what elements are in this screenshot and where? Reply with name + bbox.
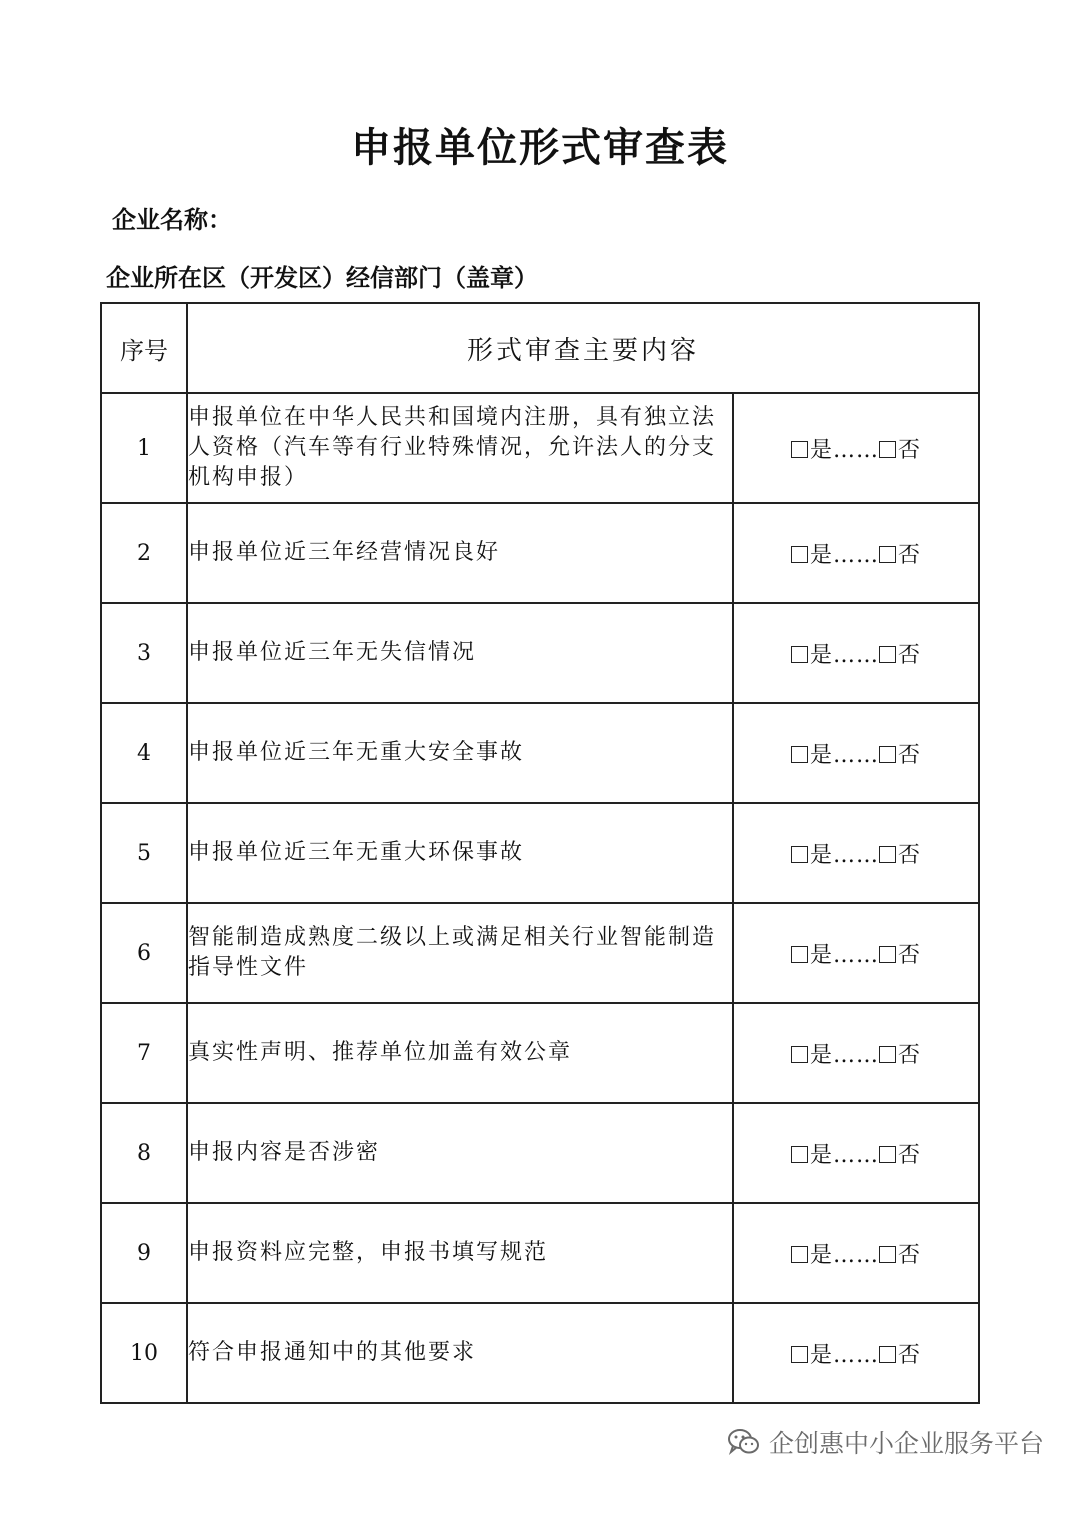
yes-checkbox[interactable] (791, 1046, 808, 1063)
yes-checkbox[interactable] (791, 746, 808, 763)
row-check (733, 1203, 979, 1303)
yes-label: 是 (809, 1142, 833, 1168)
row-content: 真实性声明、推荐单位加盖有效公章 (187, 1003, 733, 1103)
yes-label: 是 (809, 437, 833, 463)
yes-checkbox[interactable] (791, 441, 808, 458)
row-seq: 7 (101, 1003, 187, 1103)
table-row (101, 803, 979, 903)
row-check (733, 803, 979, 903)
row-content: 申报单位近三年无重大安全事故 (187, 703, 733, 803)
row-seq: 3 (101, 603, 187, 703)
no-label: 否 (898, 1142, 922, 1168)
dots-separator: …… (833, 542, 879, 568)
department-seal-label: 企业所在区（开发区）经信部门（盖章） (106, 263, 538, 292)
row-seq: 10 (101, 1303, 187, 1403)
yes-checkbox[interactable] (791, 946, 808, 963)
seq-header: 序号 (101, 303, 187, 393)
watermark-text: 企创惠中小企业服务平台 (768, 1429, 1044, 1458)
row-check (733, 1103, 979, 1203)
company-name-label: 企业名称： (112, 205, 232, 234)
row-check (733, 503, 979, 603)
row-seq: 6 (101, 903, 187, 1003)
no-label: 否 (898, 642, 922, 668)
yes-label: 是 (809, 1042, 833, 1068)
review-table (100, 302, 980, 1404)
yes-checkbox[interactable] (791, 1246, 808, 1263)
no-checkbox[interactable] (879, 946, 896, 963)
no-checkbox[interactable] (879, 746, 896, 763)
table-row (101, 903, 979, 1003)
yes-label: 是 (809, 842, 833, 868)
table-row (101, 1203, 979, 1303)
row-content: 符合申报通知中的其他要求 (187, 1303, 733, 1403)
no-checkbox[interactable] (879, 1246, 896, 1263)
table-row (101, 1103, 979, 1203)
dots-separator: …… (833, 1142, 879, 1168)
yes-checkbox[interactable] (791, 646, 808, 663)
no-label: 否 (898, 742, 922, 768)
row-seq: 1 (101, 393, 187, 503)
yes-checkbox[interactable] (791, 546, 808, 563)
row-check (733, 1303, 979, 1403)
row-seq: 5 (101, 803, 187, 903)
table-row (101, 503, 979, 603)
table-row (101, 393, 979, 503)
wechat-icon (727, 1427, 761, 1457)
row-content: 申报单位在中华人民共和国境内注册，具有独立法人资格（汽车等有行业特殊情况，允许法人的分支机构申报） (187, 393, 733, 503)
dots-separator: …… (833, 437, 879, 463)
row-seq: 9 (101, 1203, 187, 1303)
table-row (101, 703, 979, 803)
dots-separator: …… (833, 1042, 879, 1068)
row-check (733, 903, 979, 1003)
table-row (101, 1303, 979, 1403)
no-checkbox[interactable] (879, 1146, 896, 1163)
no-checkbox[interactable] (879, 646, 896, 663)
no-label: 否 (898, 842, 922, 868)
row-content: 申报单位近三年经营情况良好 (187, 503, 733, 603)
table-row (101, 1003, 979, 1103)
yes-checkbox[interactable] (791, 1346, 808, 1363)
row-seq: 4 (101, 703, 187, 803)
no-checkbox[interactable] (879, 546, 896, 563)
page-title: 申报单位形式审查表 (351, 124, 729, 171)
no-label: 否 (898, 542, 922, 568)
no-label: 否 (898, 942, 922, 968)
yes-label: 是 (809, 542, 833, 568)
yes-label: 是 (809, 642, 833, 668)
no-label: 否 (898, 437, 922, 463)
yes-label: 是 (809, 742, 833, 768)
dots-separator: …… (833, 1342, 879, 1368)
table-header-row (101, 303, 979, 393)
yes-checkbox[interactable] (791, 846, 808, 863)
watermark (727, 1424, 1044, 1460)
row-content: 智能制造成熟度二级以上或满足相关行业智能制造指导性文件 (187, 903, 733, 1003)
dots-separator: …… (833, 642, 879, 668)
no-checkbox[interactable] (879, 846, 896, 863)
row-check (733, 393, 979, 503)
table-row (101, 603, 979, 703)
no-checkbox[interactable] (879, 1046, 896, 1063)
row-content: 申报资料应完整，申报书填写规范 (187, 1203, 733, 1303)
yes-label: 是 (809, 942, 833, 968)
row-check (733, 703, 979, 803)
yes-label: 是 (809, 1342, 833, 1368)
row-content: 申报单位近三年无失信情况 (187, 603, 733, 703)
row-check (733, 603, 979, 703)
no-checkbox[interactable] (879, 441, 896, 458)
dots-separator: …… (833, 1242, 879, 1268)
yes-label: 是 (809, 1242, 833, 1268)
row-content: 申报单位近三年无重大环保事故 (187, 803, 733, 903)
no-label: 否 (898, 1342, 922, 1368)
dots-separator: …… (833, 842, 879, 868)
row-check (733, 1003, 979, 1103)
dots-separator: …… (833, 742, 879, 768)
row-seq: 8 (101, 1103, 187, 1203)
no-label: 否 (898, 1042, 922, 1068)
content-header: 形式审查主要内容 (187, 303, 979, 393)
no-checkbox[interactable] (879, 1346, 896, 1363)
row-content: 申报内容是否涉密 (187, 1103, 733, 1203)
row-seq: 2 (101, 503, 187, 603)
dots-separator: …… (833, 942, 879, 968)
yes-checkbox[interactable] (791, 1146, 808, 1163)
no-label: 否 (898, 1242, 922, 1268)
